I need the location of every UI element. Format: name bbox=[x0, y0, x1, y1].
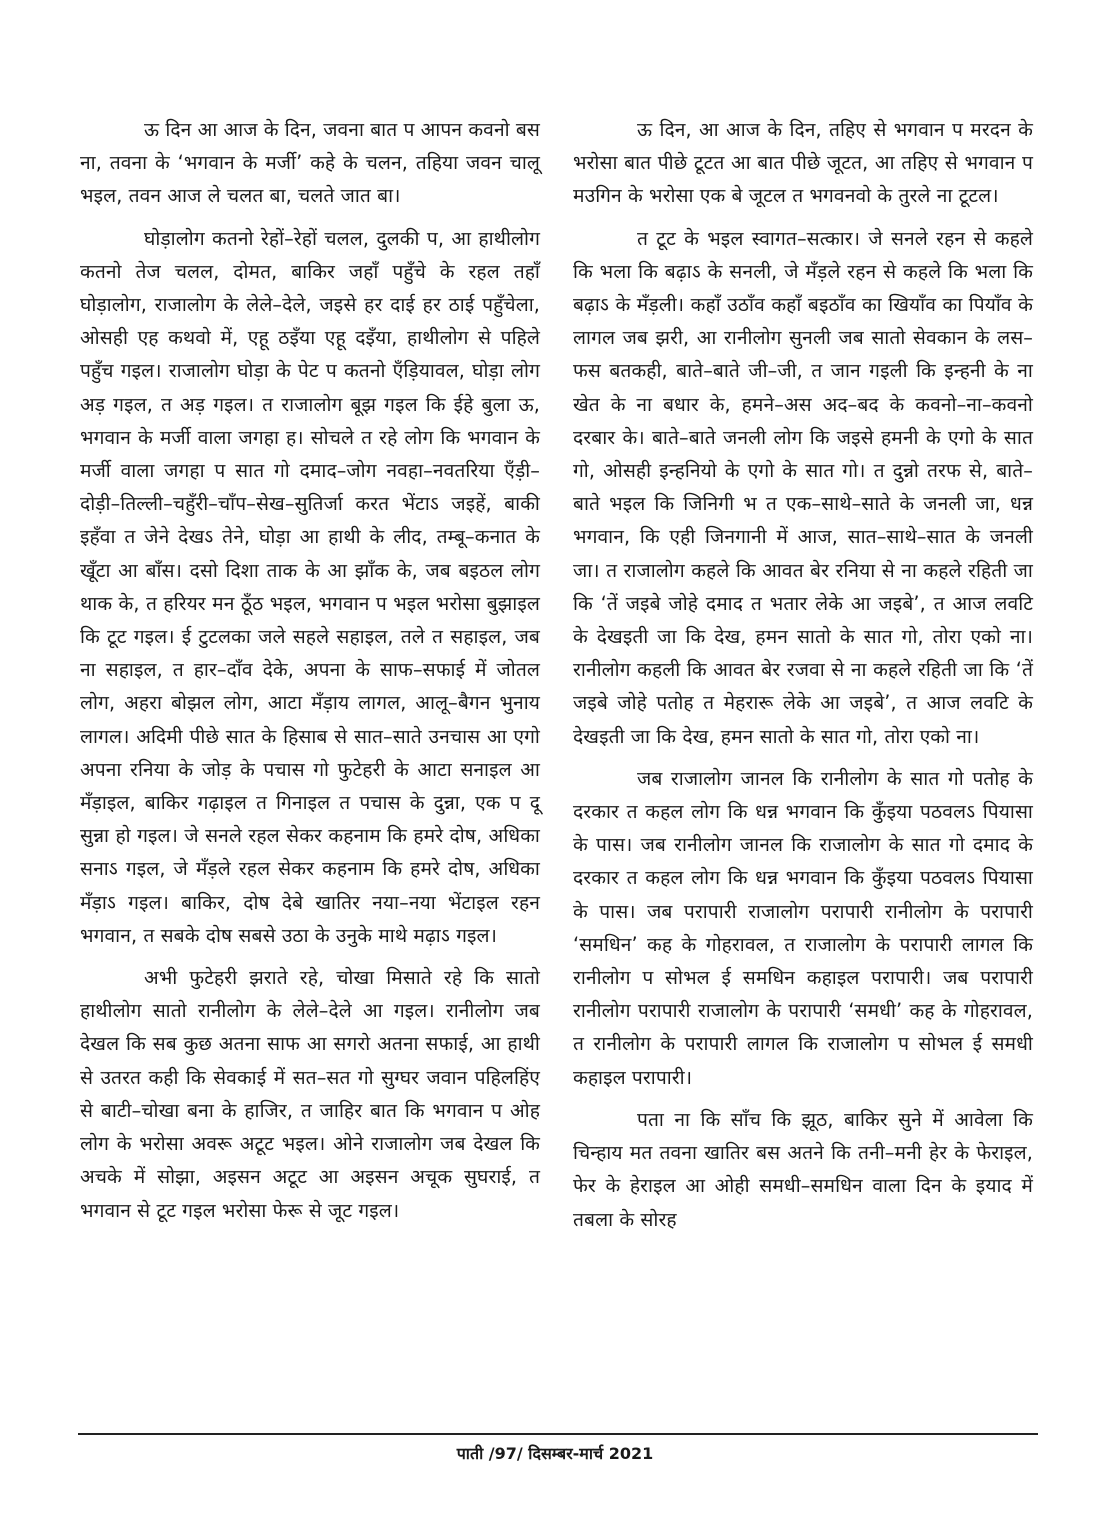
paragraph: पता ना कि साँच कि झूठ, बाकिर सुने में आवेला कि चिन्हाय मत तवना खातिर बस अतने कि तनी–मनी हेर के फेराइल, फेर के हेराइल आ ओही समधी–समधिन वाला दिन के इयाद में तबला के सोरह bbox=[573, 1107, 1033, 1231]
paragraph: ऊ दिन आ आज के दिन, जवना बात प आपन कवनो बस ना, तवना के ‘भगवान के मर्जी’ कहे के चलन, तहिया जवन चालू भइल, तवन आज ले चलत बा, चलते जात बा। bbox=[80, 118, 540, 208]
paragraph: जब राजालोग जानल कि रानीलोग के सात गो पतोह के दरकार त कहल लोग कि धन्न भगवान कि कुँइया पठवलऽ पियासा के पास। जब रानीलोग जानल कि राजालोग के सात गो दमाद के दरकार त कहल लोग कि धन्न भगवान कि कुँइया पठवलऽ पियासा के पास। जब परापारी राजालोग परापारी रानीलोग के परापारी ‘समधिन’ कह के गोहरावल, त राजालोग के परापारी लागल कि रानीलोग प सोभल ई समधिन कहाइल परापारी। जब परापारी रानीलोग परापारी राजालोग के परापारी ‘समधी’ कह के गोहरावल, त रानीलोग के परापारी लागल कि राजालोग प सोभल ई समधी कहाइल परापारी। bbox=[573, 766, 1033, 1089]
paragraph: घोड़ालोग कतनो रेहों–रेहों चलल, दुलकी प, आ हाथीलोग कतनो तेज चलल, दोमत, बाकिर जहाँ पहुँचे के रहल तहाँ घोड़ालोग, राजालोग के लेले–देले, जइसे हर दाई हर ठाई पहुँचेला, ओसही एह कथवो में, एहू ठइँया एहू दइँया, हाथीलोग से पहिले पहुँच गइल। राजालोग घोड़ा के पेट प कतनो एँड़ियावल, घोड़ा लोग अड़ गइल, त अड़ गइल। त राजालोग बूझ गइल कि ईहे बुला ऊ, भगवान के मर्जी वाला जगहा ह। सोचले त रहे लोग कि भगवान के मर्जी वाला जगहा प सात गो दमाद–जोग नवहा–नवतरिया एँड़ी–दोड़ी–तिल्ली–चहुँरी–चाँप–सेख–सुतिर्जा करत भेंटाऽ जइहें, बाकी इहँवा त जेने देखऽ तेने, घोड़ा आ हाथी के लीद, तम्बू–कनात के खूँटा आ बाँस। दसो दिशा ताक के आ झाँक के, जब बइठल लोग थाक के, त हरियर मन ठूँठ भइल, भगवान प भइल भरोसा बुझाइल कि टूट गइल। ई टुटलका जले सहले सहाइल, तले त सहाइल, जब ना सहाइल, त हार–दाँव देके, अपना के साफ–सफाई में जोतल लोग, अहरा बोझल लोग, आटा मँड़ाय लागल, आलू–बैगन भुनाय लागल। अदिमी पीछे सात के हिसाब से सात–साते उनचास आ एगो अपना रनिया के जोड़ के पचास गो फुटेहरी के आटा सनाइल आ मँड़ाइल, बाकिर गढ़ाइल त गिनाइल त पचास के दुन्ना, एक प दू सुन्ना हो गइल। जे सनले रहल सेकर कहनाम कि हमरे दोष, अधिका सनाऽ गइल, जे मँड़ले रहल सेकर कहनाम कि हमरे दोष, अधिका मँड़ाऽ गइल। बाकिर, दोष देबे खातिर नया–नया भेंटाइल रहन भगवान, त सबके दोष सबसे उठा के उनुके माथे मढ़ाऽ गइल। bbox=[80, 226, 540, 947]
footer-divider bbox=[78, 1433, 1038, 1435]
paragraph: त टूट के भइल स्वागत–सत्कार। जे सनले रहन से कहले कि भला कि बढ़ाऽ के सनली, जे मँड़ले रहन से कहले कि भला कि बढ़ाऽ के मँड़ली। कहाँ उठाँव कहाँ बइठाँव का खियाँव का पियाँव के लागल जब झरी, आ रानीलोग सुनली जब सातो सेवकान के लस–फस बतकही, बाते–बाते जी–जी, त जान गइली कि इन्हनी के ना खेत के ना बधार के, हमने–अस अद–बद के कवनो–ना–कवनो दरबार के। बाते–बाते जनली लोग कि जइसे हमनी के एगो के सात गो, ओसही इन्हनियो के एगो के सात गो। त दुन्नो तरफ से, बाते–बाते भइल कि जिनिगी भ त एक–साथे–साते के जनली जा, धन्न भगवान, कि एही जिनगानी में आज, सात–साथे–सात के जनली जा। त राजालोग कहले कि आवत बेर रनिया से ना कहले रहिती जा कि ‘तें जइबे जोहे दमाद त भतार लेके आ जइबे’, त आज लवटि के देखइती जा कि देख, हमन सातो के सात गो, तोरा एको ना। रानीलोग कहली कि आवत बेर रजवा से ना कहले रहिती जा कि ‘तें जइबे जोहे पतोह त मेहरारू लेके आ जइबे’, त आज लवटि के देखइती जा कि देख, हमन सातो के सात गो, तोरा एको ना। bbox=[573, 226, 1033, 748]
paragraph: अभी फुटेहरी झराते रहे, चोखा मिसाते रहे कि सातो हाथीलोग सातो रानीलोग के लेले–देले आ गइल। रानीलोग जब देखल कि सब कुछ अतना साफ आ सगरो अतना सफाई, आ हाथी से उतरत कही कि सेवकाई में सत–सत गो सुग्घर जवान पहिलहिंए से बाटी–चोखा बना के हाजिर, त जाहिर बात कि भगवान प ओह लोग के भरोसा अवरू अटूट भइल। ओने राजालोग जब देखल कि अचके में सोझा, अइसन अटूट आ अइसन अचूक सुघराई, त भगवान से टूट गइल भरोसा फेरू से जूट गइल। bbox=[80, 966, 540, 1222]
page-footer: पाती /97/ दिसम्बर-मार्च 2021 bbox=[456, 1444, 654, 1463]
paragraph: ऊ दिन, आ आज के दिन, तहिए से भगवान प मरदन के भरोसा बात पीछे टूटत आ बात पीछे जूटत, आ तहिए से भगवान प मउगिन के भरोसा एक बे जूटल त भगवनवो के तुरले ना टूटल। bbox=[573, 118, 1033, 208]
right-column bbox=[573, 113, 1033, 1245]
left-column bbox=[80, 113, 540, 1236]
